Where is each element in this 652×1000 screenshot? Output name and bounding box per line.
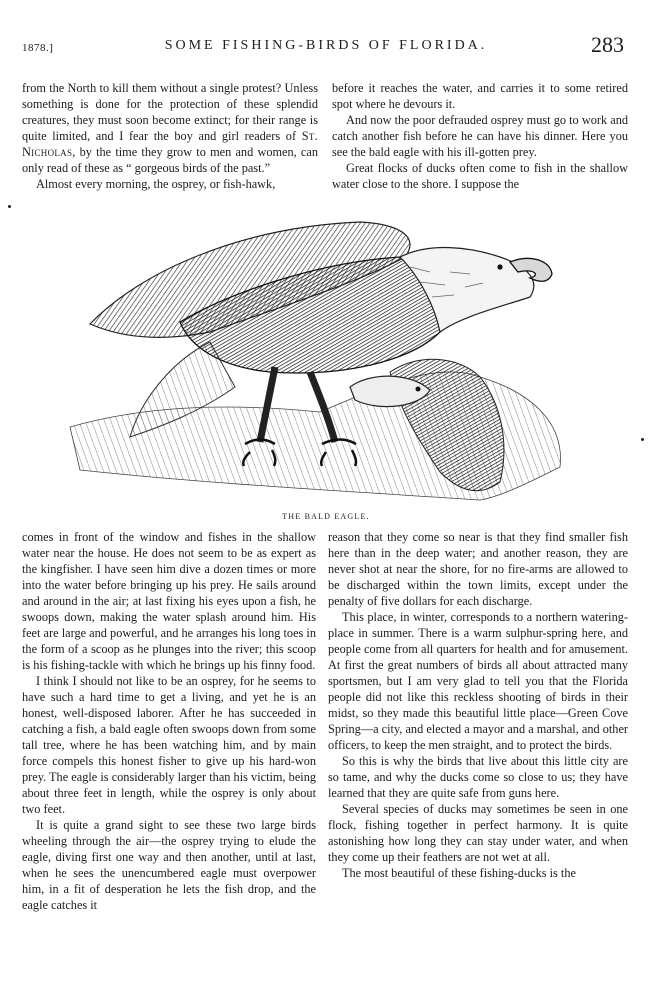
paragraph: before it reaches the water, and carries it to some retired spot where he devours it. bbox=[332, 81, 628, 111]
header-year: 1878.] bbox=[22, 42, 54, 54]
paragraph: Almost every morning, the osprey, or fish-hawk, bbox=[36, 177, 276, 191]
paragraph: It is quite a grand sight to see these two large birds wheeling through the air—the osprey trying to elude the eagle, diving first one way and then another, until at last, when he sees the unencumbered eagle must overpower him, in a fit of desperation he lets the fish drop, and the eagle catches it bbox=[22, 818, 316, 912]
print-speck bbox=[8, 205, 11, 208]
page-number: 283 bbox=[591, 32, 624, 57]
paragraph bbox=[22, 80, 318, 176]
paragraph: Several species of ducks may sometimes be seen in one flock, fishing together in perfect harmony. It is quite astonishing how long they can stay under water, and when they come up their feathers are not wet at all. bbox=[328, 802, 628, 864]
paragraph: The most beautiful of these fishing-ducks is the bbox=[342, 866, 576, 880]
text-run: from the North to kill them without a single protest? Unless something is done for the protection of these splendid creatures, they must soon become extinct; for their range is quite limited, and I fear the boy and girl readers of bbox=[22, 81, 318, 143]
bald-eagle-engraving bbox=[60, 212, 580, 502]
column-bottom-right bbox=[328, 529, 628, 881]
paragraph: So this is why the birds that live about this little city are so tame, and why the ducks come so close to us; they have learned that they are quite safe from guns here. bbox=[328, 754, 628, 800]
column-bottom-left bbox=[22, 529, 316, 913]
paragraph: I think I should not like to be an osprey, for he seems to have such a hard time to get a living, and yet he is an honest, well-disposed laborer. After he has succeeded in catching a fish, a bald eagle often swoops down from some tall tree, where he has been watching him, and by main force compels this honest fisher to give up his hard-won prey. The eagle is considerably larger than his victim, being about three feet in length, while the osprey is only about two feet. bbox=[22, 674, 316, 816]
figure-caption: THE BALD EAGLE. bbox=[282, 512, 370, 521]
paragraph: Great flocks of ducks often come to fish in the shallow water close to the shore. I suppose the bbox=[332, 161, 628, 191]
paragraph: comes in front of the window and fishes in the shallow water near the house. He does not seem to be as expert as the kingfisher. I have seen him dive a dozen times or more into the water before bringing up his prey. He sails around and around in the air; at last fixing his eyes upon a fish, he swoops down, making the water splash around him. His feet are large and powerful, and he arranges his long toes in the form of a scoop as he plunges into the river; this scoop is his fishing-tackle with which he brings up his finny food. bbox=[22, 530, 316, 672]
running-header bbox=[22, 30, 630, 64]
paragraph: And now the poor defrauded osprey must go to work and catch another fish before he can have his dinner. Here you see the bald eagle with his ill-gotten prey. bbox=[332, 113, 628, 159]
header-title: SOME FISHING-BIRDS OF FLORIDA. bbox=[164, 38, 488, 53]
eagle-illustration bbox=[60, 212, 580, 502]
print-speck bbox=[641, 438, 644, 441]
paragraph: This place, in winter, corresponds to a northern watering-place in summer. There is a warm sulphur-spring here, and people come from all quarters for health and for amusement. At first the great numbers of birds all about attracted many sportsmen, but I am very glad to tell you that the Florida people did not like this reckless shooting of birds in their midst, so they made this beautiful little place—Green Cove Spring—a city, and elected a mayor and a marshal, and other officers, to keep the men straight, and to protect the birds. bbox=[328, 610, 628, 752]
text-run: , by the time they grow to men and women, can only read of these as “ gorgeous birds of the past.” bbox=[22, 145, 318, 175]
paragraph: reason that they come so near is that they find smaller fish here than in the deep water; and another reason, they are never shot at near the shore, for no fire-arms are allowed to be discharged within the town limits, except under the penalty of five dollars for each discharge. bbox=[328, 530, 628, 608]
column-top-right bbox=[332, 80, 628, 192]
magazine-name: St. Nicholas bbox=[22, 129, 318, 159]
column-top-left bbox=[22, 80, 318, 192]
